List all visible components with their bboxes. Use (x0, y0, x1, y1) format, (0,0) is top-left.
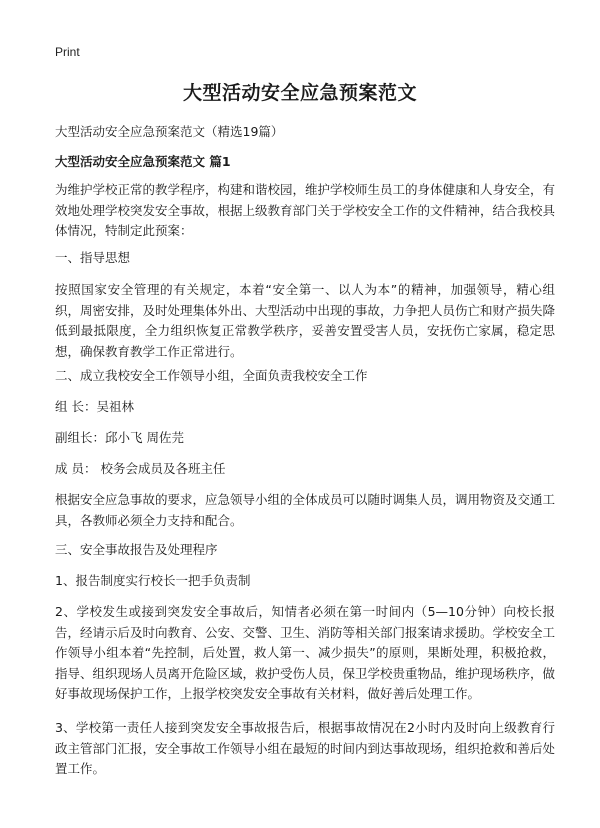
document-title: 大型活动安全应急预案范文 (182, 82, 417, 104)
heading-reporting-procedure: 三、安全事故报告及处理程序 (55, 542, 218, 557)
mobilization-paragraph: 根据安全应急事故的要求，应急领导小组的全体成员可以随时调集人员，调用物资及交通工具，各教师必须全力支持和配合。 (55, 492, 556, 528)
guiding-principle-paragraph: 按照国家安全管理的有关规定，本着“安全第一、以人为本”的精神，加强领导，精心组织，周密安排，及时处理集体外出、大型活动中出现的事故，力争把人员伤亡和财产损失降低到最抵限度，全力组织恢复正常教学秩序，妥善安置受害人员，安抚伤亡家属，稳定思想，确保教育教学工作正常进行。 (55, 282, 556, 359)
members-line: 成 员： 校务会成员及各班主任 (55, 461, 226, 476)
reporting-rule-3: 3、学校第一责任人接到突发安全事故报告后，根据事故情况在2小时内及时向上级教育行政主管部门汇报，安全事故工作领导小组在最短的时间内到达事故现场，组织抢救和善后处置工作。 (55, 720, 556, 776)
document-subtitle: 大型活动安全应急预案范文（精选19篇） (55, 124, 284, 139)
reporting-rule-2: 2、学校发生或接到突发安全事故后，知情者必须在第一时间内（5—10分钟）向校长报告，经请示后及时向教育、公安、交警、卫生、消防等相关部门报案请求援助。学校安全工作领导小组本着“先控制，后处置，救人第一、减少损失”的原则，果断处理，积极抢救，指导、组织现场人员离开危险区域，救护受伤人员，保卫学校贵重物品，维护现场秩序，做好事故现场保护工作，上报学校突发安全事故有关材料，做好善后处理工作。 (55, 604, 556, 701)
heading-leadership-group: 二、成立我校安全工作领导小组，全面负责我校安全工作 (55, 368, 368, 383)
reporting-rule-1: 1、报告制度实行校长一把手负责制 (55, 573, 251, 588)
deputy-leader-line: 副组长：邱小飞 周佐芫 (55, 430, 184, 445)
heading-guiding-principle: 一、指导思想 (55, 250, 131, 265)
section-heading: 大型活动安全应急预案范文 篇1 (55, 154, 231, 169)
group-leader-line: 组 长：吴祖林 (55, 399, 134, 414)
print-link[interactable]: Print (55, 45, 80, 59)
intro-paragraph: 为维护学校正常的教学程序，构建和谐校园，维护学校师生员工的身体健康和人身安全，有效地处理学校突发安全事故，根据上级教育部门关于学校安全工作的文件精神，结合我校具体情况，特制定此预案： (55, 182, 556, 238)
